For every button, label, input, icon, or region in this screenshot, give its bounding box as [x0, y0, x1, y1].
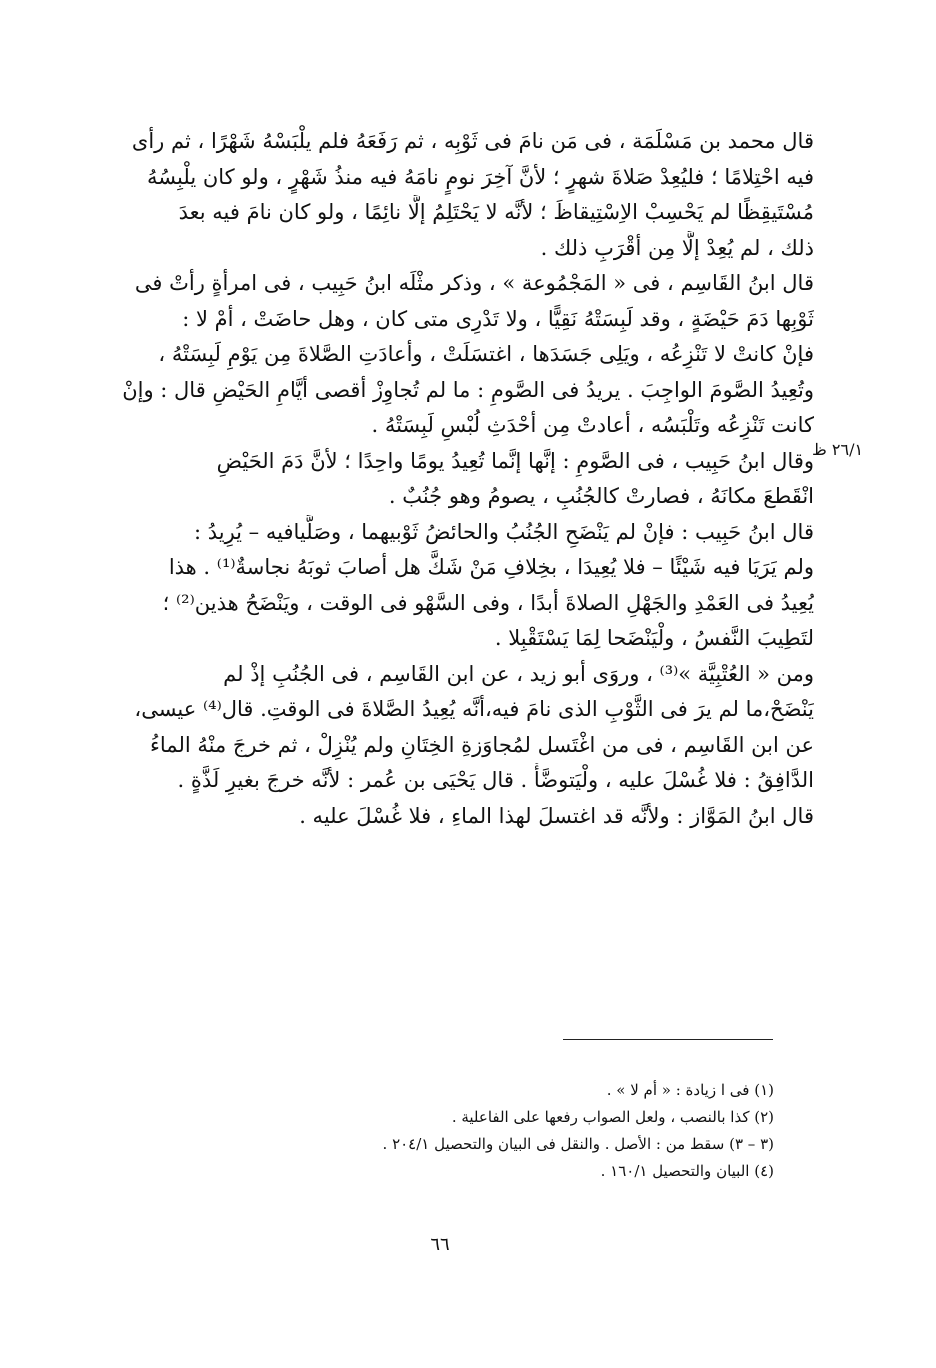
- text-line: وقال ابنُ حَبِيب ، فى الصَّومِ : إنَّها إنَّما تُعِيدُ يومًا واحِدًا ؛ لأنَّ دَمَ الحَيْضِ: [216, 448, 814, 473]
- text-line: ذلك ، لم يُعِدْ إلَّا مِن أقْرَبِ ذلك .: [540, 235, 814, 260]
- text-line: وتُعِيدُ الصَّومَ الواجِبَ . يريدُ فى الصَّومِ : ما لم تُجاوِزْ أقصى أيَّامِ الحَيْضِ قال : وإنْ: [122, 377, 814, 402]
- text-line: الدَّافِقُ : فلا غُسْلَ عليه ، ولْيَتوضَّأْ . قال يَحْيَى بن عُمر : لأنَّه خرجَ بغيرِ لَذَّةٍ .: [177, 768, 814, 792]
- text-line: فيه احْتِلامًا ؛ فليُعِدْ صَلاةَ شهرٍ ؛ لأنَّ آخِرَ نومٍ نامَهُ فيه منذُ شَهْرٍ ، ولو كان يلْبِسُهُ: [147, 164, 814, 189]
- text-line: كانت تَنْزِعُه وتَلْبَسُه ، أعادتْ مِن أحْدَثِ لُبْسِ لَبِسَتْهُ .: [371, 413, 814, 437]
- text-line: لتَطِيبَ النَّفسُ ، ولْيَنْضَحا لِمَا يَسْتَقْبِلا .: [494, 626, 814, 650]
- text-line: فإنْ كانتْ لا تَنْزِعُه ، ويَلِى جَسَدَها ، اغتسَلَتْ ، وأعادَتِ الصَّلاةَ مِن يَوْمِ لَبِسَتْهُ ،: [158, 342, 814, 366]
- text-line: قال ابنُ حَبِيب : فإنْ لم يَنْضَحِ الجُنُبُ والحائضُ ثَوْبيهما ، وصَلَّيافيه – يُرِيدُ :: [193, 519, 814, 544]
- text-line: يُعِيدُ فى العَمْدِ والجَهْلِ الصلاةَ أبدًا ، وفى السَّهْو فى الوقت ، ويَنْضَحُ هذين⁽²⁾ ؛: [162, 590, 814, 615]
- page-number: ٦٦: [430, 1234, 450, 1255]
- footnote: (٣ – ٣) سقط من : الأصل . والنقل فى البيان والتحصيل ٢٠٤/١ .: [382, 1135, 774, 1153]
- footnote: (١) فى ا زيادة : « أم لا » .: [606, 1081, 774, 1099]
- footnote-separator: [563, 1039, 773, 1040]
- text-line: انْقَطعَ مكانَهُ ، فصارتْ كالجُنُبِ ، يصومُ وهو جُنُبٌ .: [388, 484, 814, 508]
- manuscript-folio-note: ٢٦/١ ظ: [812, 440, 864, 459]
- text-line: يَنْضَحْ،ما لم يرَ فى الثَّوْبِ الذى نامَ فيه،أنَّه يُعِيدُ الصَّلاةَ فى الوقتِ. قال⁽⁴⁾ عيسى،: [134, 697, 814, 721]
- main-text: [104, 124, 814, 834]
- footnote: (٢) كذا بالنصب ، ولعل الصواب رفعها على الفاعلية .: [451, 1108, 774, 1126]
- text-line: ثَوْبِها دَمَ حَيْضَةٍ ، وقد لَبِسَتْهُ نَقِيًّا ، ولا تَدْرِى متى كان ، وهل حاضَتْ ، أمْ لا :: [182, 306, 814, 331]
- text-line: قال محمد بن مَسْلَمَة ، فى مَن نامَ فى ثَوْبِه ، ثم رَفَعَهُ فلم يلْبَسْهُ شَهْرًا ، ثم رأى: [131, 129, 814, 153]
- text-line: قال ابنُ المَوَّاز : ولأنَّه قد اغتسلَ لهذا الماءِ ، فلا غُسْلَ عليه .: [299, 803, 814, 828]
- text-line: قال ابنُ القَاسِم ، فى « المَجْمُوعة » ، وذكر مثْلَه ابنُ حَبِيب ، فى امرأةٍ رأتْ فى: [134, 271, 814, 295]
- footnotes: [300, 1077, 774, 1185]
- footnote: (٤) البيان والتحصيل ١٦٠/١ .: [600, 1162, 774, 1180]
- text-line: ولم يَرَيَا فيه شَيْئًا – فلا يُعِيدَا ، بخِلافِ مَنْ شَكَّ هل أصابَ ثوبَهُ نجاسةٌ⁽¹⁾ . هذا: [168, 555, 814, 579]
- text-line: مُسْتَيقِظًا لم يَحْسِبْ الاِسْتِيقاظَ ؛ لأنَّه لا يَحْتَلِمُ إلَّا نائِمًا ، ولو كان نامَ فيه بعدَ: [178, 200, 814, 224]
- text-line: ومن « العُتْبِيَّة »⁽³⁾ ، وروَى أبو زيد ، عن ابن القَاسِم ، فى الجُنُبِ إذْ لم: [223, 661, 814, 686]
- text-line: عن ابن القَاسِم ، فى من اغْتَسل لمُجاوَزةِ الخِتَانِ ولم يُنْزِلْ ، ثم خرجَ منْهُ الماءُ: [150, 732, 814, 757]
